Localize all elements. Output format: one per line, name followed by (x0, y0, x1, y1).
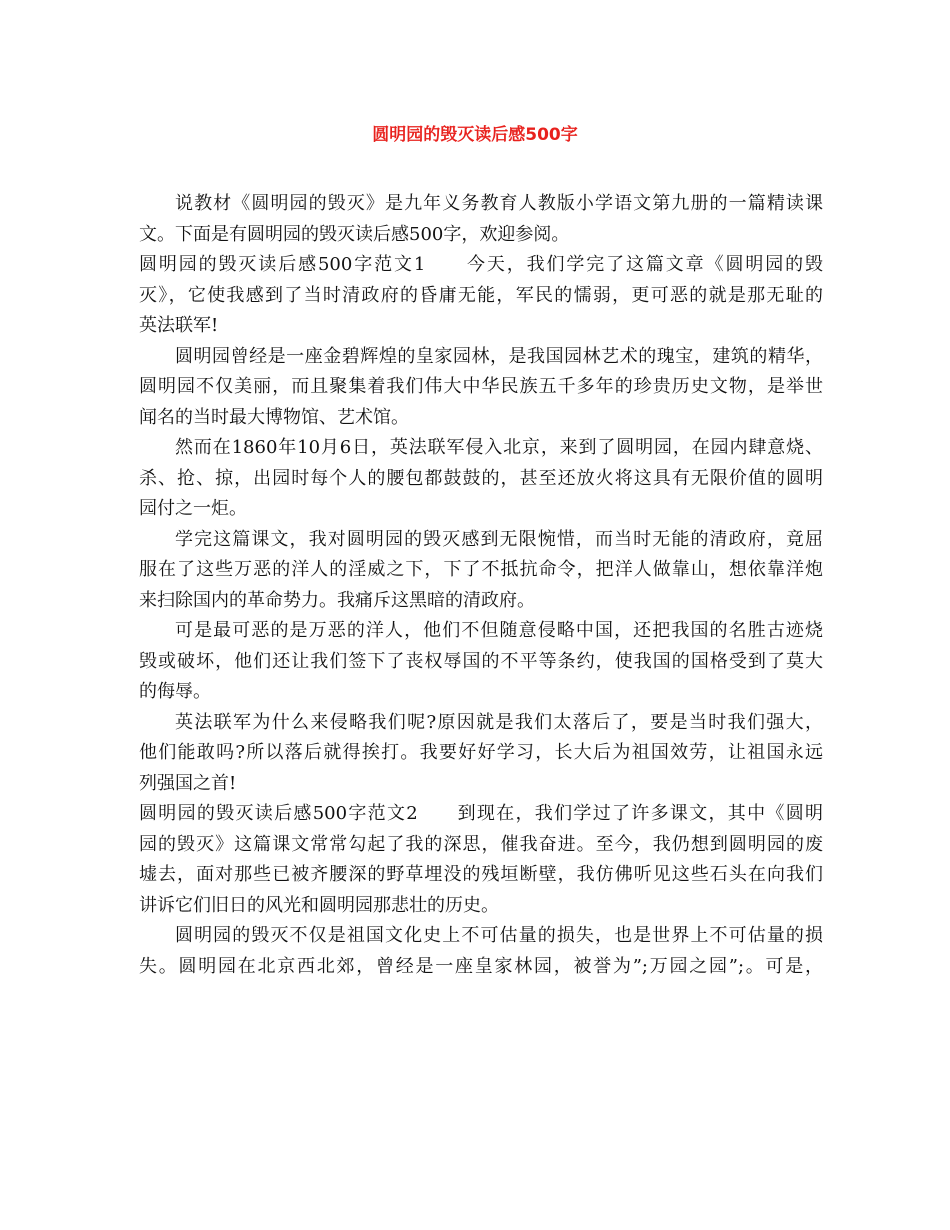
text-line: 园的毁灭》这篇课文常常勾起了我的深思，催我奋进。至今，我仍想到圆明园的废 (139, 833, 823, 855)
text-line: 文。下面是有圆明园的毁灭读后感500字，欢迎参阅。 (139, 223, 570, 245)
text-line: 来扫除国内的革命势力。我痛斥这黑暗的清政府。 (139, 589, 535, 611)
text-line: 英法联军为什么来侵略我们呢?原因就是我们太落后了，要是当时我们强大， (175, 711, 823, 733)
page-title: 圆明园的毁灭读后感500字 (372, 125, 578, 145)
text-line: 闻名的当时最大博物馆、艺术馆。 (139, 406, 409, 428)
text-line: 园付之一炬。 (139, 498, 247, 519)
text-line: 列强国之首! (139, 772, 237, 794)
text-line: 英法联军! (139, 315, 219, 336)
text-line: 讲诉它们旧日的风光和圆明园那悲壮的历史。 (139, 894, 499, 916)
text-line: 圆明园曾经是一座金碧辉煌的皇家园林，是我国园林艺术的瑰宝，建筑的精华， (175, 345, 823, 367)
text-line: 圆明园的毁灭读后感500字范文1 今天，我们学完了这篇文章《圆明园的毁 (139, 254, 823, 275)
text-line: 学完这篇课文，我对圆明园的毁灭感到无限惋惜，而当时无能的清政府，竟屈 (175, 528, 823, 550)
text-line: 圆明园的毁灭不仅是祖国文化史上不可估量的损失，也是世界上不可估量的损 (175, 925, 823, 946)
body-text (139, 189, 823, 982)
text-line: 说教材《圆明园的毁灭》是九年义务教育人教版小学语文第九册的一篇精读课 (175, 193, 823, 214)
text-line: 服在了这些万恶的洋人的淫威之下，下了不抵抗命令，把洋人做靠山，想依靠洋炮 (139, 559, 823, 580)
text-line: 墟去，面对那些已被齐腰深的野草埋没的残垣断壁，我仿佛听见这些石头在向我们 (139, 864, 823, 885)
text-line: 杀、抢、掠，出园时每个人的腰包都鼓鼓的，甚至还放火将这具有无限价值的圆明 (139, 467, 823, 489)
text-line: 圆明园不仅美丽，而且聚集着我们伟大中华民族五千多年的珍贵历史文物，是举世 (139, 376, 823, 397)
text-line: 失。圆明园在北京西北郊，曾经是一座皇家林园，被誉为”;万园之园”;。可是， (139, 955, 823, 977)
text-line: 他们能敢吗?所以落后就得挨打。我要好好学习，长大后为祖国效劳，让祖国永远 (139, 742, 823, 763)
text-line: 然而在1860年10月6日，英法联军侵入北京，来到了圆明园，在园内肆意烧、 (175, 437, 823, 458)
text-line: 灭》，它使我感到了当时清政府的昏庸无能，军民的懦弱，更可恶的就是那无耻的 (139, 284, 823, 306)
text-line: 可是最可恶的是万恶的洋人，他们不但随意侵略中国，还把我国的名胜古迹烧 (175, 620, 823, 641)
text-line: 的侮辱。 (139, 681, 211, 702)
text-line: 毁或破坏，他们还让我们签下了丧权辱国的不平等条约，使我国的国格受到了莫大 (139, 650, 823, 672)
text-line: 圆明园的毁灭读后感500字范文2 到现在，我们学过了许多课文，其中《圆明 (139, 803, 823, 824)
